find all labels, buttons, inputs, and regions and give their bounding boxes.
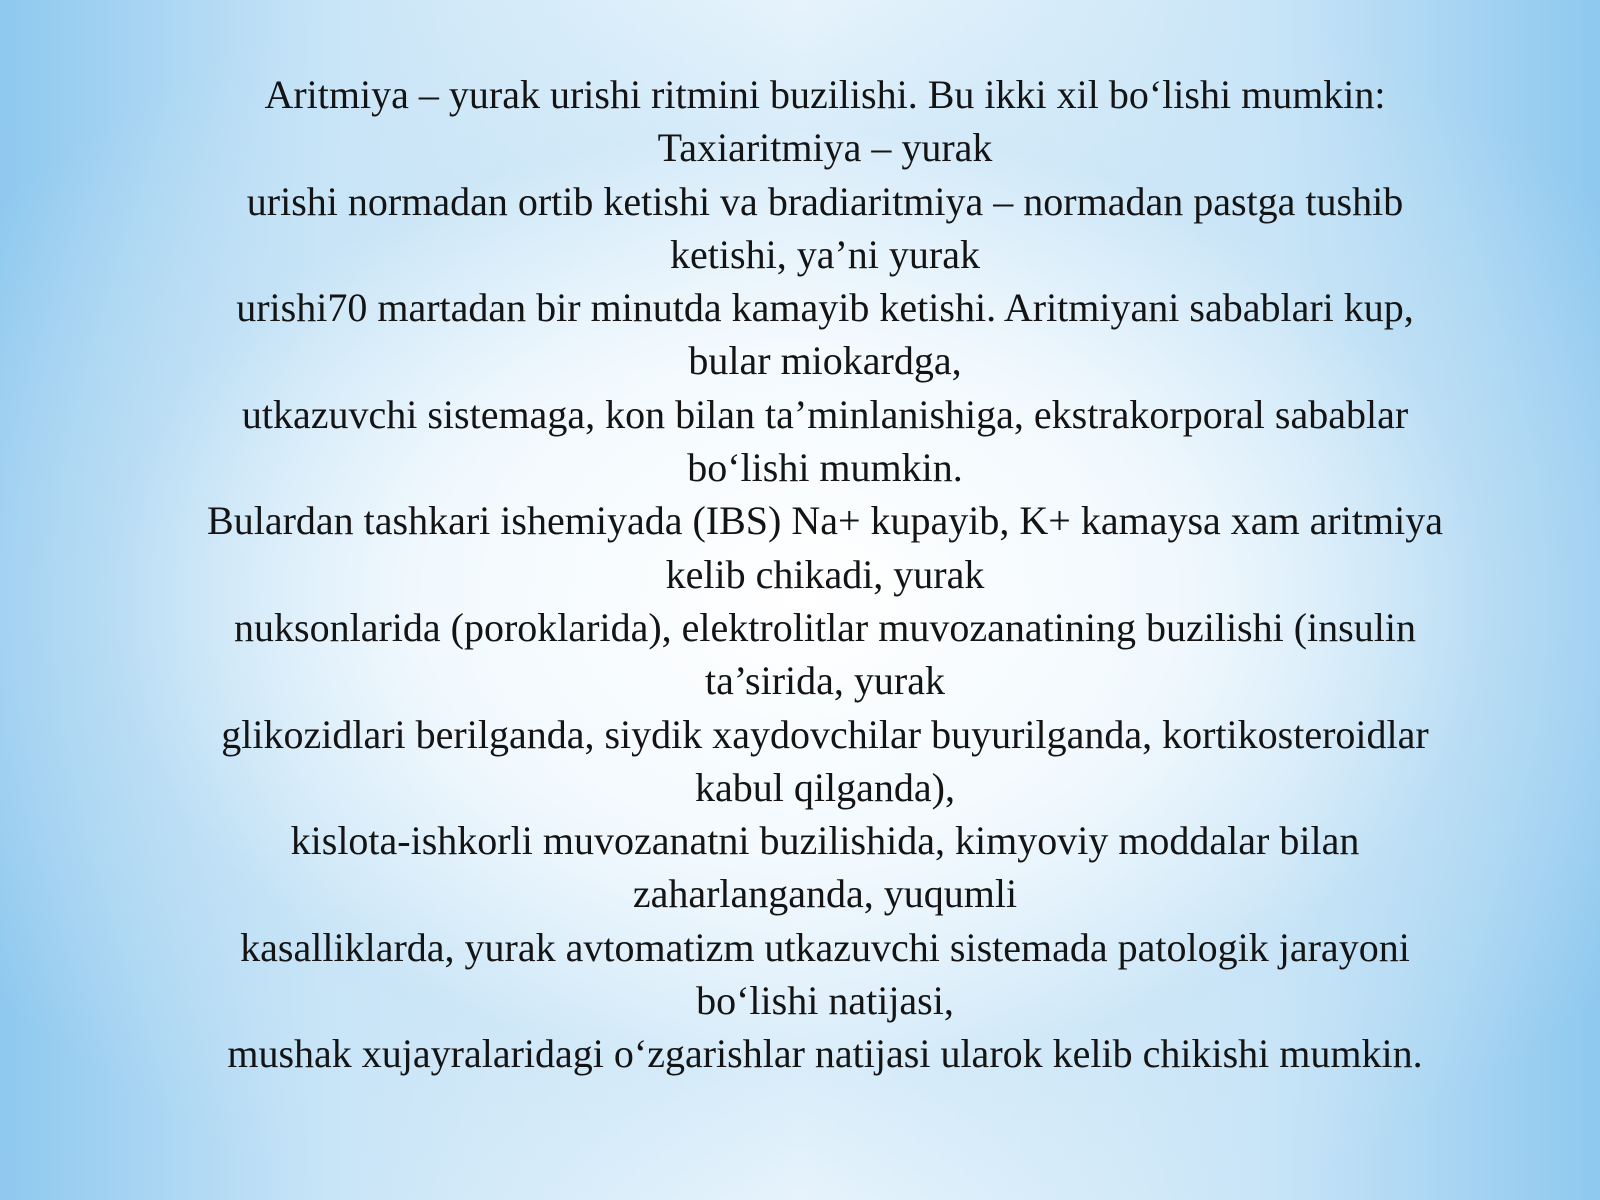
text-line: kasalliklarda, yurak avtomatizm utkazuvchi sistemada patologik jarayoni bbox=[240, 924, 1410, 970]
text-line: nuksonlarida (poroklarida), elektrolitlar muvozanatining buzilishi (insulin bbox=[234, 604, 1416, 650]
text-line: utkazuvchi sistemaga, kon bilan ta’minlanishiga, ekstrakorporal sabablar bbox=[241, 391, 1409, 437]
text-line: ketishi, ya’ni yurak bbox=[670, 231, 980, 277]
text-line: Bulardan tashkari ishemiyada (IBS) Na+ kupayib, K+ kamaysa xam aritmiya bbox=[207, 498, 1443, 544]
text-line: ta’sirida, yurak bbox=[705, 658, 945, 704]
slide-text-block bbox=[130, 68, 1520, 1081]
text-line: urishi normadan ortib ketishi va bradiaritmiya – normadan pastga tushib bbox=[246, 178, 1404, 224]
text-line: mushak xujayralaridagi o‘zgarishlar natijasi ularok kelib chikishi mumkin. bbox=[227, 1031, 1423, 1077]
text-line: Taxiaritmiya – yurak bbox=[657, 125, 993, 171]
text-line: zaharlanganda, yuqumli bbox=[632, 871, 1018, 917]
text-line: kelib chikadi, yurak bbox=[665, 551, 985, 597]
text-line: bo‘lishi mumkin. bbox=[687, 445, 963, 491]
text-line: urishi70 martadan bir minutda kamayib ketishi. Aritmiyani sabablari kup, bbox=[236, 285, 1414, 331]
text-line: Aritmiya – yurak urishi ritmini buzilishi. Bu ikki xil bo‘lishi mumkin: bbox=[264, 72, 1386, 117]
text-line: kislota-ishkorli muvozanatni buzilishida, kimyoviy moddalar bilan bbox=[290, 818, 1360, 864]
text-line: kabul qilganda), bbox=[695, 764, 955, 810]
text-line: bo‘lishi natijasi, bbox=[696, 978, 954, 1024]
text-line: glikozidlari berilganda, siydik xaydovchilar buyurilganda, kortikosteroidlar bbox=[221, 711, 1429, 757]
text-line: bular miokardga, bbox=[688, 338, 962, 384]
